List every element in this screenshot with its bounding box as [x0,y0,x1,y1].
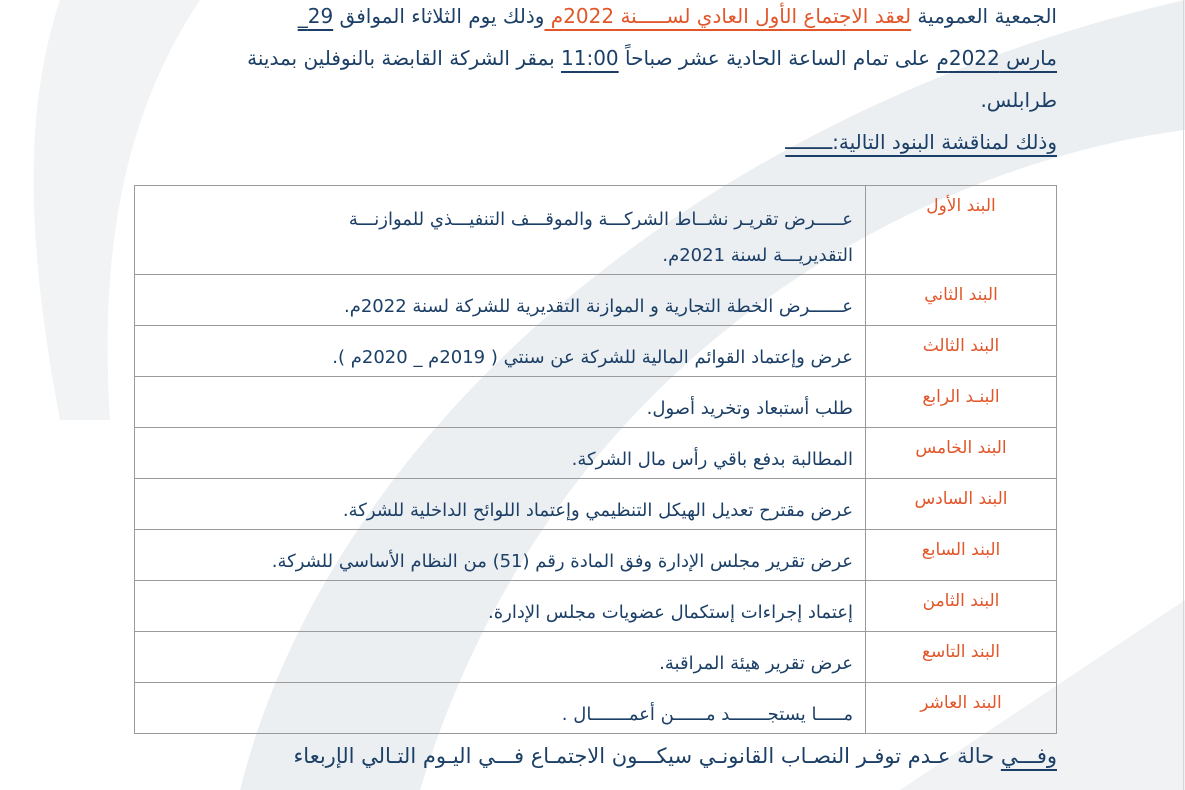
agenda-heading-text: وذلك لمناقشة البنود التالية:ــــــــ [785,130,1057,154]
outro-first-word: وفـــي [1000,744,1057,768]
agenda-row [135,530,1057,581]
intro-text: بمقر الشركة القابضة بالنوفلين بمدينة [247,46,561,70]
agenda-row [135,479,1057,530]
agenda-row [135,683,1057,734]
agenda-item-label: البند التاسع [866,632,1057,683]
agenda-item-label: البنـد الرابع [866,377,1057,428]
agenda-item-desc [135,186,866,275]
agenda-row [135,275,1057,326]
agenda-item-label: البند الثاني [866,275,1057,326]
meeting-time: 11:00 [561,46,619,70]
agenda-desc-line: مـــــا يستجـــــــد مــــــن أعمـــــــال . [561,704,853,725]
agenda-desc-line: عــــــرض الخطة التجارية و الموازنة التقديرية للشركة لسنة 2022م. [343,296,853,317]
agenda-row [135,186,1057,275]
meeting-month: مارس 2022م [936,46,1057,70]
intro-line-3 [117,79,1057,121]
agenda-item-desc [135,428,866,479]
agenda-item-desc [135,632,866,683]
agenda-item-desc [135,530,866,581]
agenda-desc-line: عرض مقترح تعديل الهيكل التنظيمي وإعتماد اللوائح الداخلية للشركة. [342,500,853,521]
agenda-item-label: البند السابع [866,530,1057,581]
agenda-item-label: البند السادس [866,479,1057,530]
agenda-row [135,428,1057,479]
agenda-item-desc [135,377,866,428]
agenda-desc-line: التقديريـــة لسنة 2021م. [662,245,853,266]
meeting-city: طرابلس. [980,88,1057,112]
agenda-desc-line: المطالبة بدفع باقي رأس مال الشركة. [571,449,853,470]
intro-text: على تمام الساعة الحادية عشر صباحاً [618,46,937,70]
agenda-item-label: البند الثالث [866,326,1057,377]
outro-text: حالة عـدم توفـر النصـاب القانونـي سيكـــون الاجتمـاع فـــي اليـوم التـالي الإربعاء [293,744,1001,768]
agenda-desc-line: عرض وإعتماد القوائم المالية للشركة عن سنتي ( 2019م _ 2020م ). [332,347,853,368]
agenda-row [135,326,1057,377]
meeting-day: 29_ [297,4,334,28]
outro-line [117,735,1057,777]
agenda-item-label: البند الثامن [866,581,1057,632]
agenda-heading [117,121,1057,163]
agenda-row [135,377,1057,428]
intro-line-1 [117,0,1057,37]
intro-line-2 [117,37,1057,79]
intro-text: الجمعية العمومية [911,4,1057,28]
agenda-item-desc [135,581,866,632]
agenda-desc-line: طلب أستبعاد وتخريد أصول. [646,398,853,419]
agenda-row [135,632,1057,683]
agenda-item-desc [135,683,866,734]
agenda-item-desc [135,479,866,530]
agenda-row [135,581,1057,632]
agenda-item-label: البند الخامس [866,428,1057,479]
agenda-table [134,185,1057,734]
agenda-desc-line: عرض تقرير مجلس الإدارة وفق المادة رقم (51) من النظام الأساسي للشركة. [271,551,853,572]
agenda-desc-line: عـــــرض تقريـر نشــاط الشركـــة والموقـــف التنفيـــذي للموازنـــة [348,209,853,230]
agenda-desc-line: إعتماد إجراءات إستكمال عضويات مجلس الإدارة. [488,602,853,623]
meeting-title: لعقد الاجتماع الأول العادي لســـــنة 2022م [544,4,912,28]
agenda-item-desc [135,326,866,377]
intro-text: وذلك يوم الثلاثاء الموافق [333,4,545,28]
agenda-item-desc [135,275,866,326]
agenda-item-label: البند الأول [866,186,1057,275]
agenda-desc-line: عرض تقرير هيئة المراقبة. [659,653,853,674]
agenda-item-label: البند العاشر [866,683,1057,734]
